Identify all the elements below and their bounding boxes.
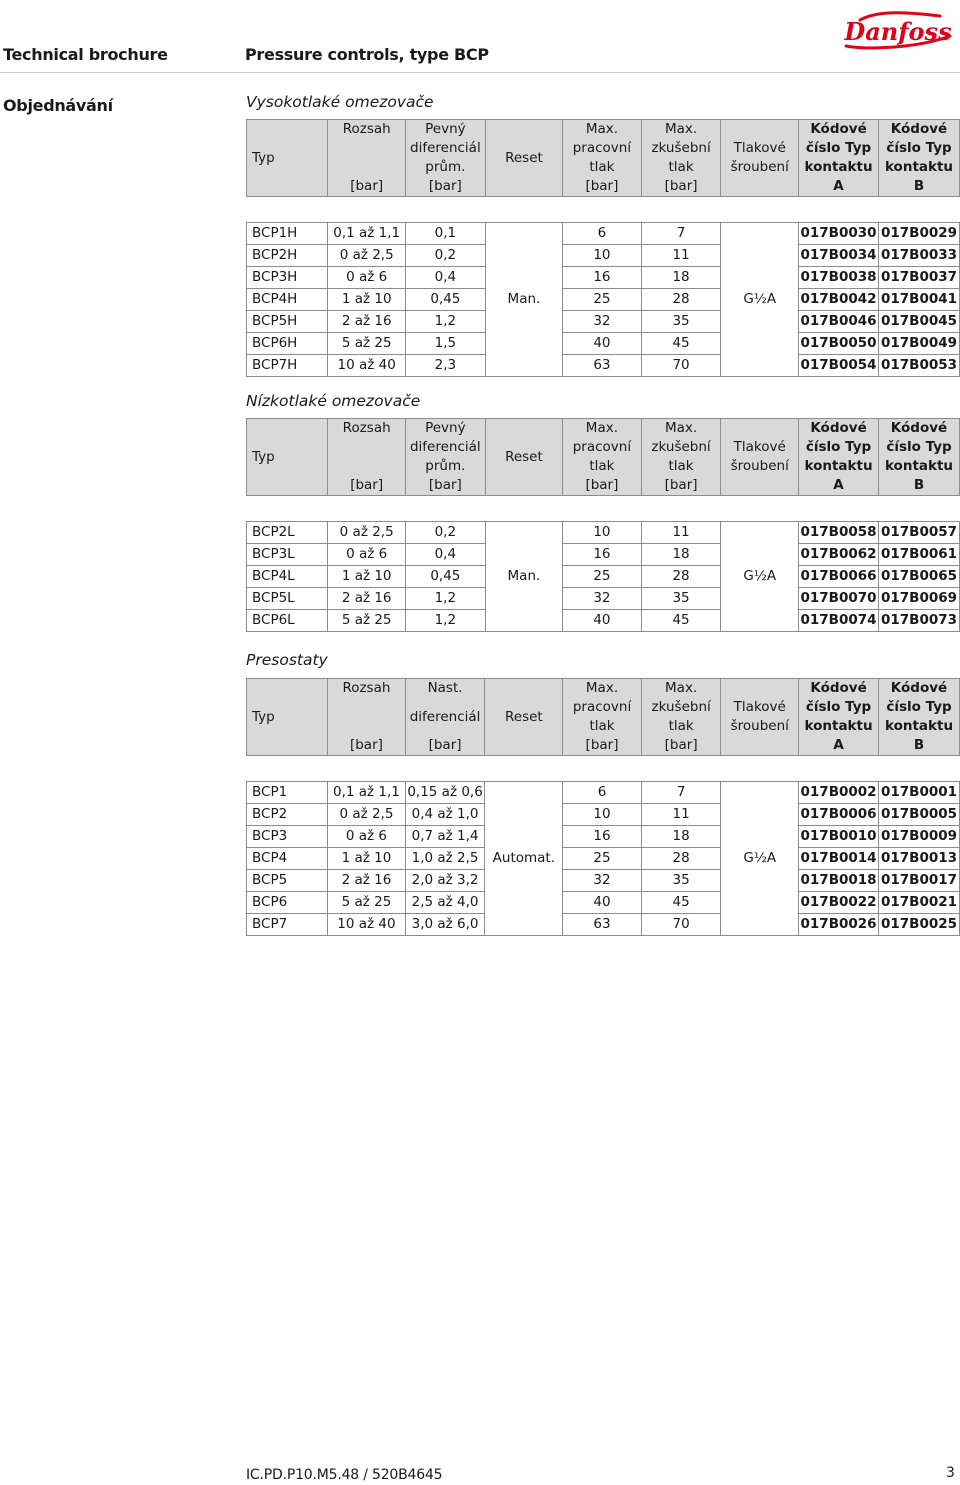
cell-code-a: 017B0022 bbox=[799, 892, 879, 914]
cell-differential: 2,5 až 4,0 bbox=[405, 892, 485, 914]
col-code-b-line: kontaktu B bbox=[884, 159, 954, 194]
cell-code-b: 017B0021 bbox=[879, 892, 960, 914]
cell-differential: 0,7 až 1,4 bbox=[405, 826, 485, 848]
col-max-working-pressure bbox=[563, 419, 642, 496]
col-range bbox=[328, 679, 405, 756]
page-title: Pressure controls, type BCP bbox=[245, 45, 489, 64]
cell-max-working-pressure: 40 bbox=[563, 892, 642, 914]
col-max-working-pressure-line: tlak bbox=[589, 458, 615, 474]
cell-max-working-pressure: 10 bbox=[563, 522, 642, 544]
cell-max-test-pressure: 45 bbox=[641, 333, 721, 355]
cell-max-working-pressure: 16 bbox=[563, 267, 642, 289]
cell-range: 0,1 až 1,1 bbox=[328, 782, 405, 804]
cell-range: 0 až 6 bbox=[328, 826, 405, 848]
cell-connection: G½A bbox=[721, 522, 799, 632]
col-max-test-pressure-line: Max. bbox=[665, 680, 698, 696]
page-header bbox=[0, 0, 960, 73]
cell-code-b: 017B0049 bbox=[879, 333, 960, 355]
col-connection bbox=[721, 419, 799, 496]
cell-differential: 0,4 bbox=[405, 267, 485, 289]
col-code-a-line: číslo Typ bbox=[805, 699, 872, 715]
table-row bbox=[247, 223, 960, 245]
col-differential-line: Pevný bbox=[425, 420, 466, 436]
danfoss-logo bbox=[838, 6, 958, 56]
cell-max-test-pressure: 28 bbox=[641, 848, 721, 870]
col-max-test-pressure-line: [bar] bbox=[664, 737, 698, 753]
cell-code-a: 017B0054 bbox=[799, 355, 879, 377]
cell-code-a: 017B0006 bbox=[799, 804, 879, 826]
cell-max-working-pressure: 16 bbox=[563, 544, 642, 566]
cell-max-test-pressure: 18 bbox=[641, 267, 721, 289]
cell-max-test-pressure: 28 bbox=[641, 289, 721, 311]
cell-reset: Man. bbox=[485, 522, 562, 632]
col-max-working-pressure bbox=[563, 120, 642, 197]
cell-typ: BCP1 bbox=[247, 782, 328, 804]
cell-code-a: 017B0066 bbox=[799, 566, 879, 588]
cell-typ: BCP3L bbox=[247, 544, 328, 566]
col-typ: Typ bbox=[247, 419, 328, 496]
cell-max-test-pressure: 35 bbox=[641, 588, 721, 610]
col-max-working-pressure-line: Max. bbox=[585, 121, 619, 137]
cell-code-b: 017B0057 bbox=[879, 522, 960, 544]
cell-code-a: 017B0014 bbox=[799, 848, 879, 870]
cell-typ: BCP4 bbox=[247, 848, 328, 870]
cell-code-a: 017B0030 bbox=[799, 223, 879, 245]
col-max-working-pressure-line: tlak bbox=[589, 159, 615, 175]
cell-range: 2 až 16 bbox=[328, 870, 405, 892]
col-code-a-line: Kódové bbox=[810, 121, 867, 137]
col-code-a-line: kontaktu A bbox=[804, 458, 873, 493]
cell-typ: BCP6H bbox=[247, 333, 328, 355]
col-differential-line: diferenciál bbox=[409, 439, 481, 455]
cell-code-a: 017B0050 bbox=[799, 333, 879, 355]
cell-range: 5 až 25 bbox=[328, 333, 405, 355]
cell-max-test-pressure: 45 bbox=[641, 892, 721, 914]
col-max-test-pressure-line: zkušební bbox=[651, 699, 711, 715]
cell-code-b: 017B0033 bbox=[879, 245, 960, 267]
table-row bbox=[247, 804, 960, 826]
col-code-b-line: kontaktu B bbox=[884, 458, 954, 493]
cell-differential: 0,2 bbox=[405, 522, 485, 544]
cell-code-b: 017B0037 bbox=[879, 267, 960, 289]
cell-range: 0 až 2,5 bbox=[328, 522, 406, 544]
cell-typ: BCP5H bbox=[247, 311, 328, 333]
cell-max-working-pressure: 32 bbox=[563, 870, 642, 892]
table-row bbox=[247, 610, 960, 632]
cell-typ: BCP2L bbox=[247, 522, 328, 544]
col-code-b-line: číslo Typ bbox=[886, 699, 952, 715]
col-connection-line: šroubení bbox=[730, 458, 789, 474]
col-range-line: [bar] bbox=[350, 477, 384, 493]
col-range-line: Rozsah bbox=[342, 121, 391, 137]
cell-code-b: 017B0069 bbox=[879, 588, 960, 610]
col-max-working-pressure-line: tlak bbox=[589, 718, 615, 734]
cell-typ: BCP3H bbox=[247, 267, 328, 289]
col-max-test-pressure bbox=[641, 679, 721, 756]
cell-code-b: 017B0017 bbox=[879, 870, 960, 892]
cell-code-a: 017B0010 bbox=[799, 826, 879, 848]
col-code-a bbox=[799, 419, 879, 496]
cell-differential: 0,1 bbox=[405, 223, 485, 245]
col-code-a-line: kontaktu A bbox=[804, 718, 873, 753]
col-range bbox=[328, 120, 405, 197]
cell-range: 1 až 10 bbox=[328, 289, 405, 311]
cell-typ: BCP5 bbox=[247, 870, 328, 892]
section-title: Objednávání bbox=[3, 96, 113, 115]
cell-typ: BCP2H bbox=[247, 245, 328, 267]
table-spacer bbox=[247, 496, 960, 522]
cell-max-working-pressure: 63 bbox=[563, 355, 642, 377]
cell-code-b: 017B0009 bbox=[879, 826, 960, 848]
col-code-b-line: kontaktu B bbox=[884, 718, 954, 753]
cell-range: 0 až 2,5 bbox=[328, 245, 405, 267]
cell-connection: G½A bbox=[721, 782, 799, 936]
col-max-working-pressure-line: Max. bbox=[585, 680, 619, 696]
cell-max-test-pressure: 28 bbox=[641, 566, 721, 588]
table-row bbox=[247, 245, 960, 267]
col-max-working-pressure-line: [bar] bbox=[585, 477, 619, 493]
cell-max-working-pressure: 63 bbox=[563, 914, 642, 936]
cell-code-b: 017B0001 bbox=[879, 782, 960, 804]
cell-range: 0,1 až 1,1 bbox=[328, 223, 405, 245]
cell-range: 0 až 6 bbox=[328, 544, 406, 566]
cell-range: 0 až 2,5 bbox=[328, 804, 405, 826]
cell-reset: Automat. bbox=[485, 782, 563, 936]
cell-max-working-pressure: 32 bbox=[563, 588, 642, 610]
cell-code-b: 017B0061 bbox=[879, 544, 960, 566]
high-pressure-table bbox=[246, 119, 960, 377]
cell-range: 5 až 25 bbox=[328, 610, 406, 632]
cell-max-test-pressure: 35 bbox=[641, 870, 721, 892]
cell-range: 10 až 40 bbox=[328, 355, 405, 377]
col-max-test-pressure-line: [bar] bbox=[664, 477, 698, 493]
cell-max-test-pressure: 70 bbox=[641, 914, 721, 936]
col-max-test-pressure-line: zkušební bbox=[651, 140, 711, 156]
cell-code-a: 017B0058 bbox=[799, 522, 879, 544]
cell-code-b: 017B0045 bbox=[879, 311, 960, 333]
cell-differential: 0,45 bbox=[405, 289, 485, 311]
cell-code-a: 017B0046 bbox=[799, 311, 879, 333]
col-max-working-pressure bbox=[563, 679, 642, 756]
cell-differential: 1,2 bbox=[405, 610, 485, 632]
low-pressure-table bbox=[246, 418, 960, 632]
col-code-b-line: číslo Typ bbox=[886, 140, 952, 156]
cell-max-working-pressure: 16 bbox=[563, 826, 642, 848]
col-range-line: [bar] bbox=[350, 178, 384, 194]
cell-typ: BCP4H bbox=[247, 289, 328, 311]
table-row bbox=[247, 826, 960, 848]
col-max-test-pressure-line: tlak bbox=[668, 458, 694, 474]
pressure-switch-table bbox=[246, 678, 960, 936]
col-code-b bbox=[879, 120, 960, 197]
col-reset: Reset bbox=[485, 120, 562, 197]
pressure-switch-title: Presostaty bbox=[246, 651, 328, 669]
table-row bbox=[247, 870, 960, 892]
col-max-working-pressure-line: pracovní bbox=[572, 699, 632, 715]
cell-differential: 0,45 bbox=[405, 566, 485, 588]
table-row bbox=[247, 566, 960, 588]
cell-code-a: 017B0034 bbox=[799, 245, 879, 267]
col-reset: Reset bbox=[485, 679, 563, 756]
cell-code-a: 017B0042 bbox=[799, 289, 879, 311]
col-differential-line: Pevný bbox=[425, 121, 466, 137]
cell-typ: BCP1H bbox=[247, 223, 328, 245]
cell-range: 2 až 16 bbox=[328, 588, 406, 610]
cell-differential: 1,0 až 2,5 bbox=[405, 848, 485, 870]
cell-differential: 0,4 až 1,0 bbox=[405, 804, 485, 826]
col-max-test-pressure-line: [bar] bbox=[664, 178, 698, 194]
cell-max-test-pressure: 45 bbox=[641, 610, 721, 632]
cell-code-b: 017B0041 bbox=[879, 289, 960, 311]
col-differential-line: diferenciál bbox=[409, 708, 481, 725]
col-connection-line: Tlakové bbox=[733, 699, 786, 715]
table-row bbox=[247, 914, 960, 936]
cell-code-b: 017B0025 bbox=[879, 914, 960, 936]
cell-differential: 0,2 bbox=[405, 245, 485, 267]
col-range-line: Rozsah bbox=[342, 420, 391, 436]
table-row bbox=[247, 522, 960, 544]
page-number: 3 bbox=[946, 1465, 955, 1481]
col-code-a bbox=[799, 120, 879, 197]
cell-differential: 1,2 bbox=[405, 588, 485, 610]
cell-max-test-pressure: 7 bbox=[641, 223, 721, 245]
table-row bbox=[247, 289, 960, 311]
cell-typ: BCP5L bbox=[247, 588, 328, 610]
table-row bbox=[247, 544, 960, 566]
table-row bbox=[247, 267, 960, 289]
cell-differential: 2,0 až 3,2 bbox=[405, 870, 485, 892]
col-max-test-pressure-line: Max. bbox=[664, 121, 698, 137]
cell-max-test-pressure: 11 bbox=[641, 245, 721, 267]
col-differential-line: diferenciál bbox=[410, 140, 481, 156]
table-row bbox=[247, 311, 960, 333]
cell-typ: BCP6 bbox=[247, 892, 328, 914]
table-row bbox=[247, 892, 960, 914]
table-row bbox=[247, 333, 960, 355]
col-reset: Reset bbox=[485, 419, 562, 496]
col-code-a-line: číslo Typ bbox=[805, 439, 872, 455]
cell-max-test-pressure: 35 bbox=[641, 311, 721, 333]
col-connection bbox=[721, 120, 799, 197]
col-differential-line: Nast. bbox=[427, 680, 463, 696]
col-connection-line: Tlakové bbox=[733, 140, 786, 156]
col-code-b-line: Kódové bbox=[890, 420, 948, 436]
col-code-b bbox=[879, 419, 960, 496]
cell-max-test-pressure: 11 bbox=[641, 804, 721, 826]
col-max-test-pressure bbox=[641, 120, 721, 197]
cell-max-test-pressure: 7 bbox=[641, 782, 721, 804]
col-code-a-line: Kódové bbox=[810, 420, 867, 436]
cell-typ: BCP7H bbox=[247, 355, 328, 377]
cell-typ: BCP4L bbox=[247, 566, 328, 588]
col-range-line: [bar] bbox=[349, 737, 383, 753]
table-row bbox=[247, 355, 960, 377]
cell-code-a: 017B0074 bbox=[799, 610, 879, 632]
col-connection-line: šroubení bbox=[730, 159, 789, 175]
cell-code-a: 017B0070 bbox=[799, 588, 879, 610]
col-differential-line: prům. bbox=[425, 458, 466, 474]
cell-code-a: 017B0038 bbox=[799, 267, 879, 289]
cell-typ: BCP3 bbox=[247, 826, 328, 848]
col-differential bbox=[405, 679, 485, 756]
col-max-test-pressure-line: tlak bbox=[668, 159, 694, 175]
cell-range: 5 až 25 bbox=[328, 892, 405, 914]
cell-differential: 0,15 až 0,6 bbox=[405, 782, 485, 804]
document-code: IC.PD.P10.M5.48 / 520B4645 bbox=[246, 1467, 443, 1483]
cell-code-b: 017B0053 bbox=[879, 355, 960, 377]
cell-typ: BCP2 bbox=[247, 804, 328, 826]
cell-max-working-pressure: 6 bbox=[563, 782, 642, 804]
col-range-line: Rozsah bbox=[342, 680, 391, 696]
col-differential bbox=[405, 419, 485, 496]
brochure-label: Technical brochure bbox=[3, 45, 168, 64]
col-code-b bbox=[879, 679, 960, 756]
col-max-working-pressure-line: pracovní bbox=[572, 439, 632, 455]
table-row bbox=[247, 588, 960, 610]
low-pressure-title: Nízkotlaké omezovače bbox=[246, 392, 421, 410]
col-max-test-pressure bbox=[641, 419, 721, 496]
cell-max-working-pressure: 25 bbox=[563, 566, 642, 588]
cell-differential: 2,3 bbox=[405, 355, 485, 377]
cell-range: 2 až 16 bbox=[328, 311, 405, 333]
col-max-working-pressure-line: pracovní bbox=[572, 140, 632, 156]
cell-code-b: 017B0013 bbox=[879, 848, 960, 870]
col-max-working-pressure-line: [bar] bbox=[585, 178, 619, 194]
col-differential-line: [bar] bbox=[428, 178, 462, 194]
col-max-test-pressure-line: tlak bbox=[668, 718, 694, 734]
cell-range: 1 až 10 bbox=[328, 566, 406, 588]
cell-max-test-pressure: 70 bbox=[641, 355, 721, 377]
cell-typ: BCP6L bbox=[247, 610, 328, 632]
cell-range: 0 až 6 bbox=[328, 267, 405, 289]
cell-code-a: 017B0062 bbox=[799, 544, 879, 566]
cell-differential: 1,2 bbox=[405, 311, 485, 333]
col-typ: Typ bbox=[247, 120, 328, 197]
cell-typ: BCP7 bbox=[247, 914, 328, 936]
col-code-b-line: Kódové bbox=[890, 121, 948, 137]
col-differential-line: [bar] bbox=[428, 737, 462, 753]
cell-max-working-pressure: 25 bbox=[563, 848, 642, 870]
cell-range: 10 až 40 bbox=[328, 914, 405, 936]
cell-code-a: 017B0018 bbox=[799, 870, 879, 892]
cell-code-a: 017B0002 bbox=[799, 782, 879, 804]
table-spacer bbox=[247, 756, 960, 782]
col-max-working-pressure-line: [bar] bbox=[585, 737, 619, 753]
col-code-a bbox=[799, 679, 879, 756]
cell-code-b: 017B0005 bbox=[879, 804, 960, 826]
table-spacer bbox=[247, 197, 960, 223]
col-code-a-line: kontaktu A bbox=[804, 159, 873, 194]
cell-max-working-pressure: 32 bbox=[563, 311, 642, 333]
cell-code-b: 017B0073 bbox=[879, 610, 960, 632]
cell-connection: G½A bbox=[721, 223, 799, 377]
cell-differential: 0,4 bbox=[405, 544, 485, 566]
table-row bbox=[247, 782, 960, 804]
cell-max-working-pressure: 40 bbox=[563, 610, 642, 632]
col-code-a-line: Kódové bbox=[810, 680, 867, 696]
cell-code-a: 017B0026 bbox=[799, 914, 879, 936]
table-row bbox=[247, 848, 960, 870]
col-max-test-pressure-line: Max. bbox=[664, 420, 698, 436]
col-differential-line: [bar] bbox=[428, 477, 462, 493]
cell-max-test-pressure: 11 bbox=[641, 522, 721, 544]
cell-max-working-pressure: 40 bbox=[563, 333, 642, 355]
col-code-a-line: číslo Typ bbox=[805, 140, 872, 156]
cell-max-working-pressure: 10 bbox=[563, 245, 642, 267]
cell-code-b: 017B0029 bbox=[879, 223, 960, 245]
high-pressure-title: Vysokotlaké omezovače bbox=[246, 93, 434, 111]
cell-max-working-pressure: 10 bbox=[563, 804, 642, 826]
col-differential-line: prům. bbox=[425, 159, 466, 175]
col-connection bbox=[721, 679, 799, 756]
col-max-working-pressure-line: Max. bbox=[585, 420, 618, 436]
col-connection-line: Tlakové bbox=[733, 439, 786, 455]
col-code-b-line: číslo Typ bbox=[886, 439, 952, 455]
col-range bbox=[328, 419, 406, 496]
cell-reset: Man. bbox=[485, 223, 562, 377]
col-differential bbox=[405, 120, 485, 197]
cell-code-b: 017B0065 bbox=[879, 566, 960, 588]
col-code-b-line: Kódové bbox=[890, 680, 948, 696]
header-rule bbox=[0, 72, 960, 73]
cell-max-test-pressure: 18 bbox=[641, 544, 721, 566]
col-typ: Typ bbox=[247, 679, 328, 756]
col-max-test-pressure-line: zkušební bbox=[651, 439, 711, 455]
cell-max-working-pressure: 25 bbox=[563, 289, 642, 311]
cell-max-working-pressure: 6 bbox=[563, 223, 642, 245]
cell-range: 1 až 10 bbox=[328, 848, 405, 870]
cell-differential: 3,0 až 6,0 bbox=[405, 914, 485, 936]
cell-differential: 1,5 bbox=[405, 333, 485, 355]
col-connection-line: šroubení bbox=[730, 718, 789, 734]
cell-max-test-pressure: 18 bbox=[641, 826, 721, 848]
svg-text:Danfoss: Danfoss bbox=[844, 17, 952, 46]
